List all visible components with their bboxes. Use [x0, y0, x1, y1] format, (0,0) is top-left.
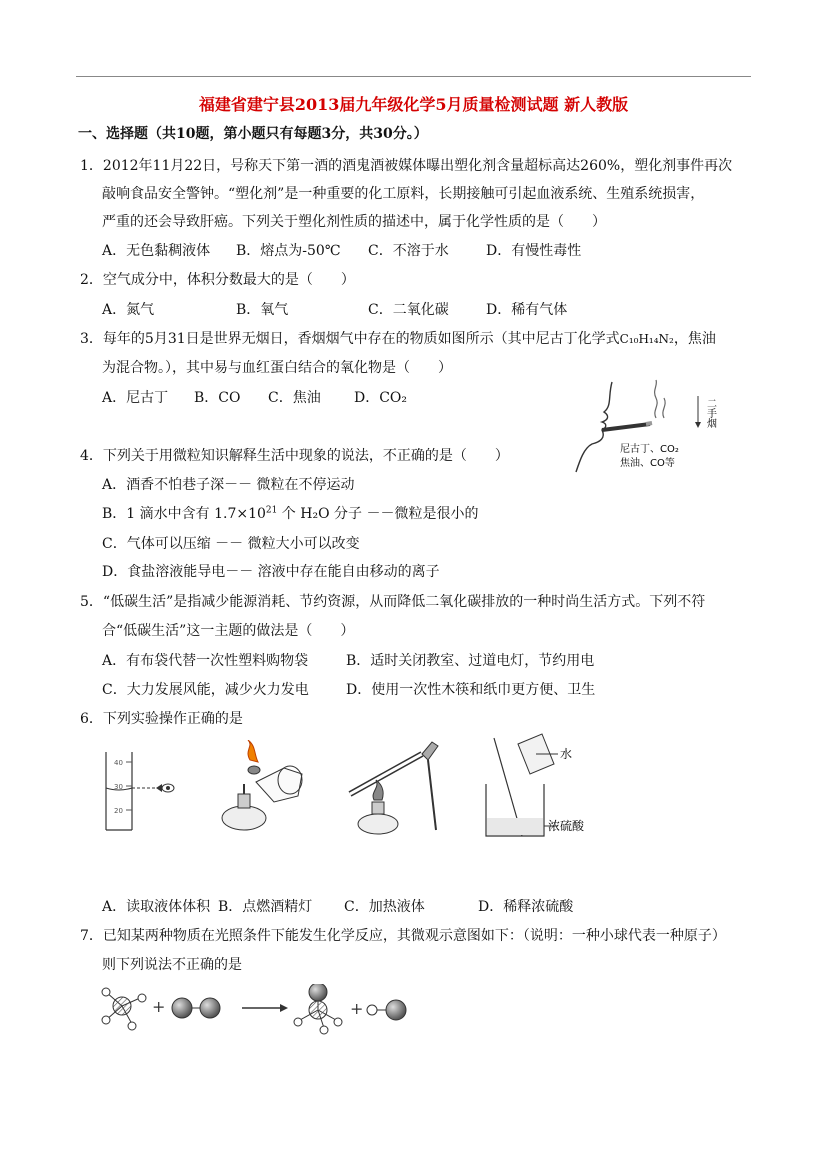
q6-option-c: C．加热液体: [344, 899, 425, 915]
page-title: 福建省建宁县2013届九年级化学5月质量检测试题 新人教版: [198, 95, 629, 114]
fig-label-nicotine: 尼古丁、CO₂: [620, 444, 679, 455]
q3-text-part2: ，焦油: [673, 331, 716, 347]
q4-option-b-part1: B．1 滴水中含有 1.7×10: [102, 506, 266, 522]
svg-text:+: +: [350, 999, 364, 1018]
q6-option-a: A．读取液体体积: [102, 899, 211, 915]
q3-option-d: D．CO₂: [354, 390, 408, 406]
q1-text-line2: 敲响食品安全警钟。“塑化剂”是一种重要的化工原料，长期接触可引起血液系统、生殖系统损害，: [102, 186, 705, 202]
q1-option-b: B．熔点为-50℃: [236, 243, 341, 259]
svg-text:40: 40: [114, 759, 123, 767]
q3-text-line2: 为混合物。），其中易与血红蛋白结合的氧化物是（ ）: [102, 360, 452, 376]
q3-text-line1: [80, 328, 716, 348]
q2-text: 2．空气成分中，体积分数最大的是（ ）: [80, 272, 355, 288]
svg-text:20: 20: [114, 807, 123, 815]
q7-text-line2: 则下列说法不正确的是: [102, 957, 242, 973]
q6-text: 6．下列实验操作正确的是: [80, 711, 243, 727]
q4-option-b-exp: 21: [265, 505, 278, 516]
q1-option-c: C．不溶于水: [368, 243, 449, 259]
smoking-figure: [572, 378, 732, 474]
reaction-diagram: [96, 984, 416, 1036]
svg-text:+: +: [152, 997, 166, 1016]
section-heading: 一、选择题（共10题，第小题只有每题3分，共30分。）: [78, 126, 428, 142]
q5-option-b: B．适时关闭教室、过道电灯，节约用电: [346, 653, 595, 669]
q1-text-line1: 1．2012年11月22日，号称天下第一酒的酒鬼酒被媒体曝出塑化剂含量超标高达260%，塑化剂事件再次: [80, 158, 733, 174]
q2-option-d: D．稀有气体: [486, 302, 568, 318]
q6-option-b: B．点燃酒精灯: [218, 899, 313, 915]
q6-option-d: D．稀释浓硫酸: [478, 899, 574, 915]
q4-option-a: A．酒香不怕巷子深－－ 微粒在不停运动: [102, 477, 355, 493]
q1-option-a: A．无色黏稠液体: [102, 243, 211, 259]
q2-option-a: A．氮气: [102, 302, 155, 318]
q1-text-line3: 严重的还会导致肝癌。下列关于塑化剂性质的描述中，属于化学性质的是（ ）: [102, 214, 606, 230]
acid-label: 浓硫酸: [548, 819, 585, 833]
water-label: 水: [560, 747, 573, 761]
q5-option-d: D．使用一次性木筷和纸巾更方便、卫生: [346, 682, 596, 698]
alcohol-lamp-lighting-figure: [214, 740, 314, 836]
q3-option-b: B．CO: [194, 390, 241, 406]
header-rule: [76, 76, 751, 77]
q3-option-a: A．尼古丁: [102, 390, 169, 406]
q7-text-line1: 7．已知某两种物质在光照条件下能发生化学反应，其微观示意图如下：（说明：一种小球代表一种原子）: [80, 928, 726, 944]
q2-option-b: B．氧气: [236, 302, 289, 318]
q5-text-line1: 5．“低碳生活”是指减少能源消耗、节约资源，从而降低二氧化碳排放的一种时尚生活方式。下列不符: [80, 594, 706, 610]
diluting-acid-figure: [478, 730, 598, 842]
q3-option-c: C．焦油: [268, 390, 321, 406]
graduated-cylinder-figure: [96, 748, 180, 834]
q2-option-c: C．二氧化碳: [368, 302, 449, 318]
q4-option-b-part2: 个 H₂O 分子 －－微粒是很小的: [277, 506, 479, 522]
q4-option-d: D．食盐溶液能导电－－ 溶液中存在能自由移动的离子: [102, 564, 440, 580]
q4-option-c: C．气体可以压缩 －－ 微粒大小可以改变: [102, 536, 360, 552]
heating-liquid-figure: [340, 734, 452, 838]
fig-label-tar: 焦油、CO等: [620, 458, 675, 469]
q5-text-line2: 合“低碳生活”这一主题的做法是（ ）: [102, 623, 355, 639]
q5-option-a: A．有布袋代替一次性塑料购物袋: [102, 653, 309, 669]
fig-label-secondhand: 二手烟: [704, 398, 716, 428]
q4-text: 4．下列关于用微粒知识解释生活中现象的说法，不正确的是（ ）: [80, 448, 509, 464]
q3-formula: C₁₀H₁₄N₂: [619, 332, 674, 346]
q5-option-c: C．大力发展风能，减少火力发电: [102, 682, 309, 698]
q3-text-part1: 3．每年的5月31日是世界无烟日，香烟烟气中存在的物质如图所示（其中尼古丁化学式: [80, 331, 620, 347]
q4-option-b: [102, 503, 478, 523]
svg-text:30: 30: [114, 783, 123, 791]
q1-option-d: D．有慢性毒性: [486, 243, 582, 259]
